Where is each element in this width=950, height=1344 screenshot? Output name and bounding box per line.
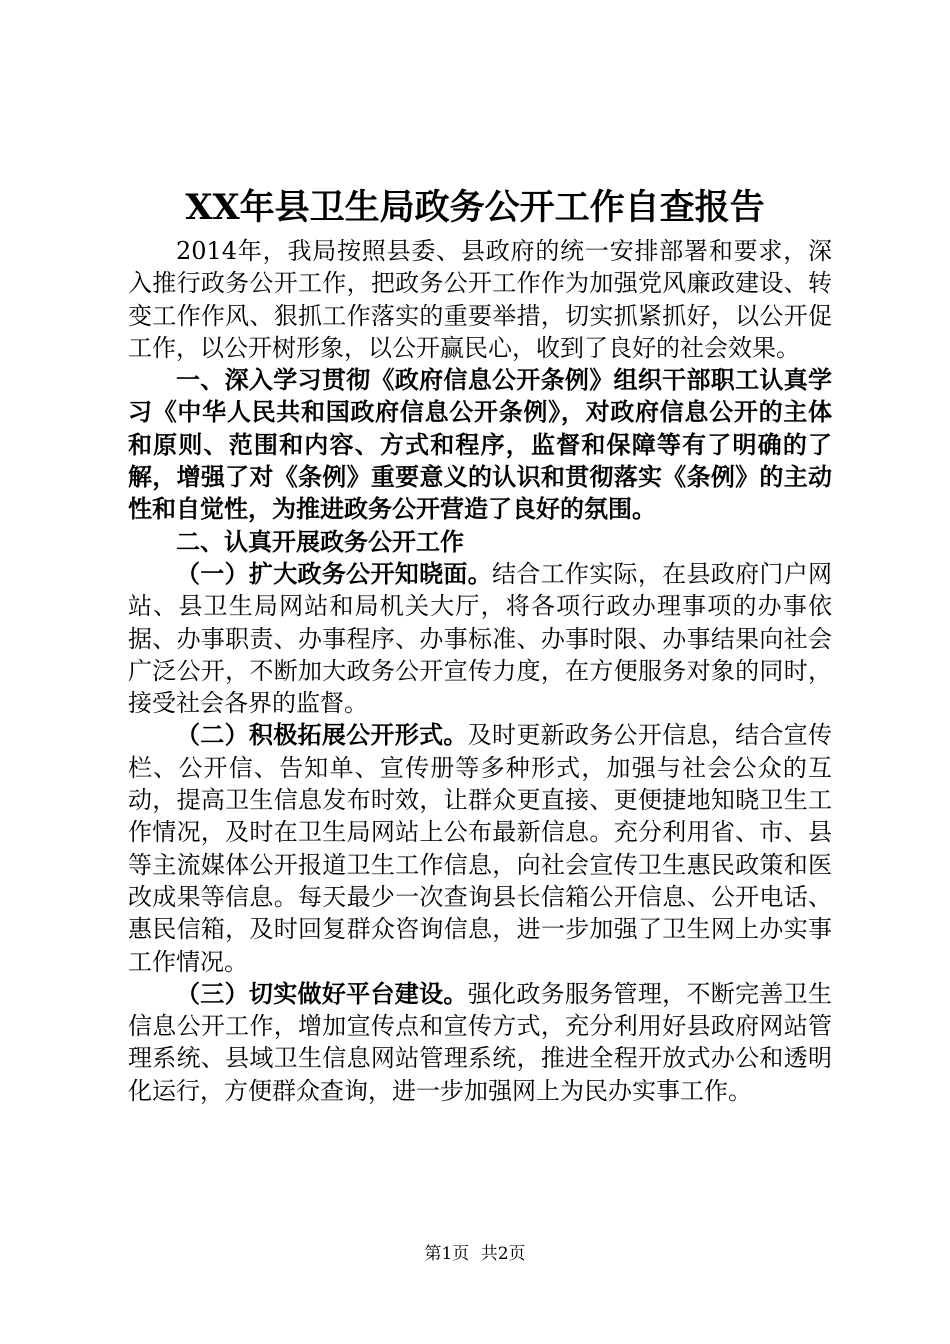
item-3-text: 强化政务服务管理，不断完善卫生信息公开工作，增加宣传点和宣传方式，充分利用好县政府网站管理系统、县域卫生信息网站管理系统，推进全程开放式办公和透明化运行，方便群众查询，进一步加强网上为民办实事工作。 <box>128 979 833 1105</box>
item-2-paragraph <box>128 719 832 977</box>
document-title: XX年县卫生局政务公开工作自查报告 <box>185 187 765 228</box>
item-3-paragraph <box>128 978 832 1107</box>
item-2-text: 及时更新政务公开信息，结合宣传栏、公开信、告知单、宣传册等多种形式，加强与社会公众的互动，提高卫生信息发布时效，让群众更直接、更便捷地知晓卫生工作情况，及时在卫生局网站上公布最新信息。充分利用省、市、县等主流媒体公开报道卫生工作信息，向社会宣传卫生惠民政策和医改成果等信息。每天最少一次查询县长信箱公开信息、公开电话、惠民信箱，及时回复群众咨询信息，进一步加强了卫生网上办实事工作情况。 <box>128 721 833 976</box>
item-2-lead: （二）积极拓展公开形式。 <box>176 720 468 750</box>
item-1-text: 结合工作实际，在县政府门户网站、县卫生局网站和局机关大厅，将各项行政办理事项的办事依据、办事职责、办事程序、办事标准、办事时限、办事结果向社会广泛公开，不断加大政务公开宣传力度，在方便服务对象的同时，接受社会各界的监督。 <box>128 559 832 718</box>
section-1-paragraph: 一、深入学习贯彻《政府信息公开条例》组织干部职工认真学习《中华人民共和国政府信息公开条例》，对政府信息公开的主体和原则、范围和内容、方式和程序，监督和保障等有了明确的了解，增强了对《条例》重要意义的认识和贯彻落实《条例》的主动性和自觉性，为推进政务公开营造了良好的氛围。 <box>128 365 832 524</box>
item-3-lead: （三）切实做好平台建设。 <box>176 978 468 1008</box>
intro-paragraph: 2014年，我局按照县委、县政府的统一安排部署和要求，深入推行政务公开工作，把政务公开工作作为加强党风廉政建设、转变工作作风、狠抓工作落实的重要举措，切实抓紧抓好，以公开促工作，以公开树形象，以公开赢民心，收到了良好的社会效果。 <box>128 237 832 362</box>
item-1-paragraph <box>128 558 832 719</box>
page-current: 第1页 <box>424 1244 470 1264</box>
document-body <box>128 235 832 1107</box>
section-2-heading: 二、认真开展政务公开工作 <box>176 526 464 556</box>
page-total: 共2页 <box>480 1244 526 1264</box>
page-footer <box>0 1243 950 1265</box>
item-1-lead: （一）扩大政务公开知晓面。 <box>176 558 492 588</box>
